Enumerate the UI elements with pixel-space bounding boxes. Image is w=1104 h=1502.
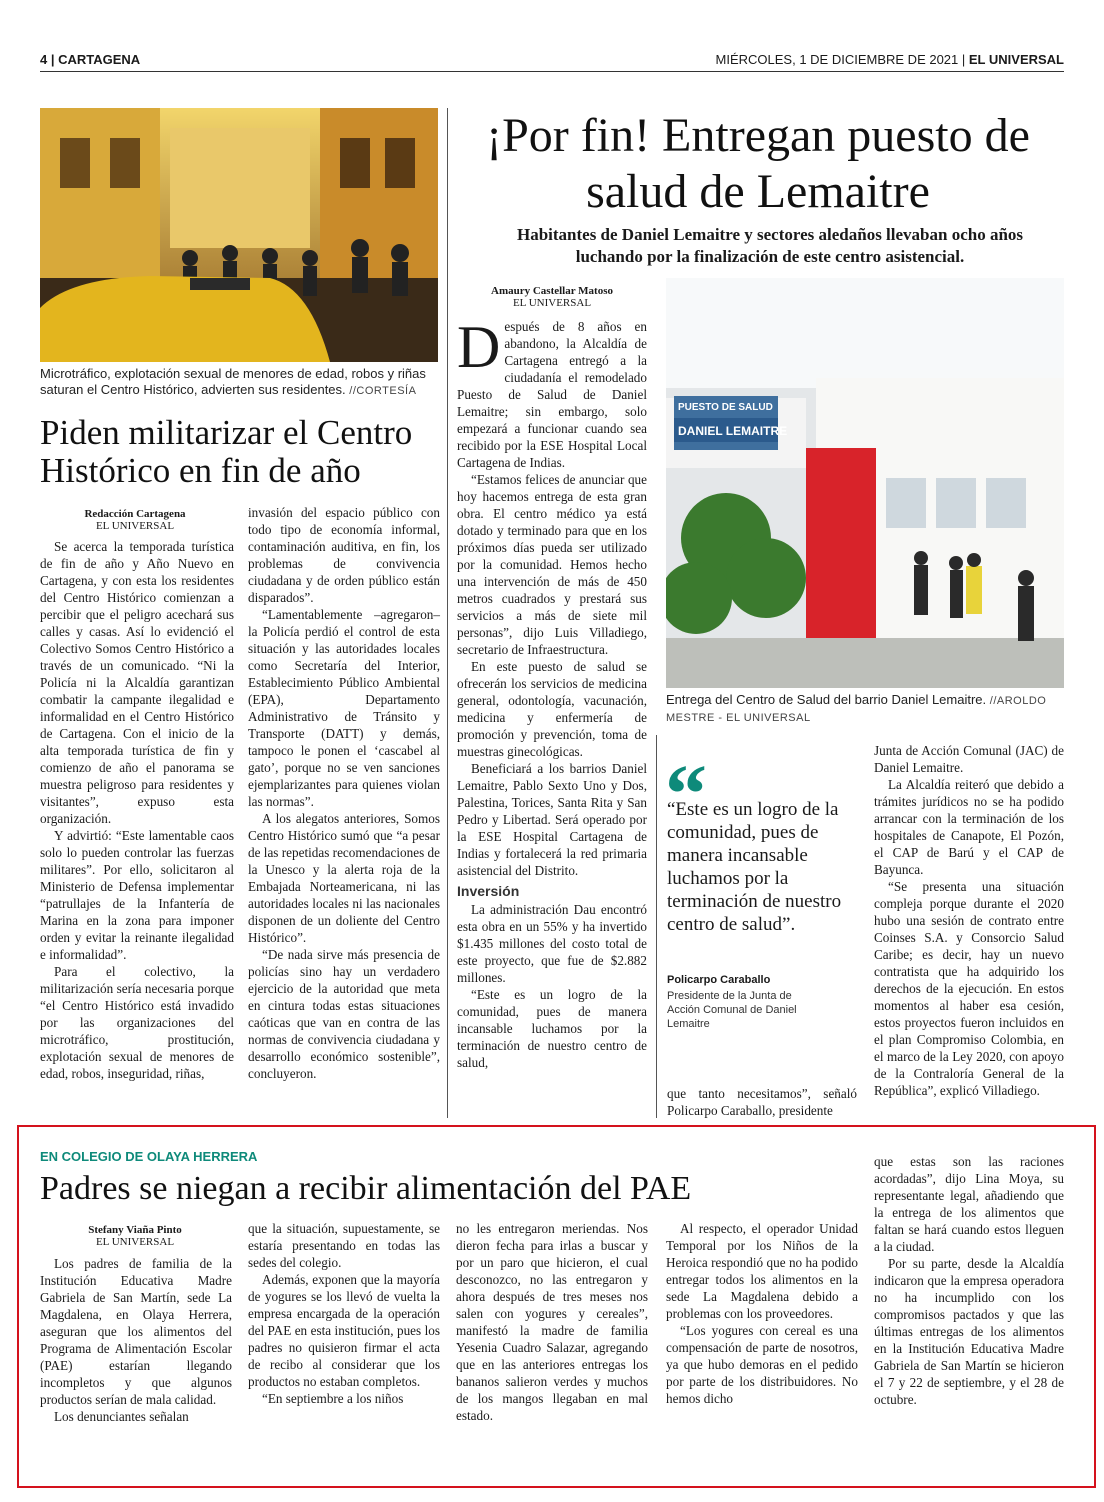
column-rule [447, 108, 448, 1118]
paragraph: “Estamos felices de anunciar que hoy hacemos entrega de esta gran obra. El centro médico ya está dotado y terminado para que en los próximos días pueda ser utilizado por la comunidad. Hemos hecho una intervención de más de 450 metros cuadrados y prestará sus servicios a más de siete mil personas”, dijo Luis Villadiego, secretario de Infraestructura. [457, 472, 647, 657]
left-col-1 [40, 538, 234, 1082]
main-headline: ¡Por fin! Entregan puesto de salud de Lemaitre [486, 109, 1030, 218]
paragraph: Beneficiará a los barrios Daniel Lemaitre, Pablo Sexto Uno y Dos, Palestina, Torices, Santa Rita y San Pedro y Libertad. Será operado por la ESE Hospital Cartagena de Indias y fortalecerá la red primaria asistencial del Distrito. [457, 761, 647, 878]
main-byline-org: EL UNIVERSAL [512, 297, 592, 309]
paragraph: Además, exponen que la mayoría de yogures se los llevó de vuelta la empresa encargada de la operación del PAE en esta institución, pues los padres no quisieron firmar el acta de recibo al considerar que los productos no estaban completos. [248, 1272, 440, 1389]
paragraph: “Lamentablemente –agregaron– la Policía perdió el control de esta situación y las autoridades locales como Secretaría del Interior, Establecimiento Público Ambiental (EPA), Departamento Administrativo de Tránsito y Transporte (DATT) y demás, tampoco le ponen el ‘cascabel al gato’, porque no se ven sanciones ejemplarizantes para quienes violan las normas”. [248, 607, 440, 809]
left-caption-text: Microtráfico, explotación sexual de menores de edad, robos y riñas saturan el Centro Histórico, advierten sus residentes. [40, 366, 426, 397]
subhead-inversion: Inversión [457, 883, 520, 899]
bottom-headline: Padres se niegan a recibir alimentación del PAE [40, 1170, 692, 1207]
paragraph: “Los yogures con cereal es una compensación de parte de nosotros, ya que hubo demoras en el pedido por parte de los distribuidores. No hemos dicho [666, 1323, 858, 1406]
paragraph: En este puesto de salud se ofrecerán los servicios de medicina general, odontología, vacunación, medicina y enfermería de promoción y prevención, toma de muestras ginecológicas. [457, 659, 647, 759]
paragraph: Los denunciantes señalan [54, 1409, 189, 1424]
left-byline [40, 508, 230, 532]
paragraph: “En septiembre a los niños [262, 1391, 404, 1406]
main-caption-credit: //AROLDO MESTRE - EL UNIVERSAL [666, 695, 1047, 724]
paragraph: Los padres de familia de la Institución Educativa Madre Gabriela de San Martín, sede La Magdalena, en Olaya Herrera, aseguran que los alimentos del Programa de Alimentación Escolar (PAE) estarían llegando incompletos y que algunos productos serían de mala calidad. [40, 1256, 232, 1407]
paragraph: espués de 8 años en abandono, la Alcaldía de Cartagena entregó a la ciudadanía el remodelado Puesto de Salud de Daniel Lemaitre; sin embargo, solo empezará a funcionar cuando sea recibido por la ESE Hospital Local Cartagena de Indias. [457, 319, 647, 470]
left-byline-org: EL UNIVERSAL [95, 520, 175, 532]
paragraph: Por su parte, desde la Alcaldía indicaron que la empresa operadora no ha incumplido con los compromisos pactados y que las últimas entregas de los alimentos en la Institución Educativa Madre Gabriela de San Martín se hicieron el 7 y 22 de septiembre, y el 28 de octubre. [874, 1256, 1064, 1407]
bottom-byline-org: EL UNIVERSAL [95, 1236, 175, 1248]
bottom-col-3 [456, 1220, 648, 1424]
paragraph: que estas son las raciones acordadas”, dijo Lina Moya, su representante legal, añadiendo que la entrega de los alimentos que faltan se hará cuando estos lleguen a la ciudad. [874, 1154, 1064, 1254]
main-caption-text: Entrega del Centro de Salud del barrio Daniel Lemaitre. [666, 692, 987, 707]
bottom-kicker: EN COLEGIO DE OLAYA HERRERA [40, 1149, 258, 1164]
paragraph: “Este es un logro de la comunidad, pues de manera incansable luchamos por la terminación de nuestro centro de salud, [457, 987, 647, 1070]
bottom-byline-name: Stefany Viaña Pinto [88, 1224, 182, 1236]
paragraph: A los alegatos anteriores, Somos Centro Histórico sumó que “a pesar de las repetidas recomendaciones de la Unesco y la alerta roja de la Embajada Norteamericana, ni las autoridades locales ni las nacionales disponen de un doliente del Centro Histórico”. [248, 811, 440, 945]
main-col-3 [874, 742, 1064, 1099]
paragraph: que tanto necesitamos”, señaló Policarpo Caraballo, presidente [667, 1086, 857, 1118]
bottom-byline [40, 1224, 230, 1248]
paragraph: que la situación, supuestamente, se estaría presentando en todas las sedes del colegio. [248, 1221, 440, 1270]
paragraph: La administración Dau encontró esta obra en un 55% y ha invertido $1.435 millones del costo total de este proyecto, que fue de $2.882 millones. [457, 902, 647, 985]
main-byline-name: Amaury Castellar Matoso [491, 285, 613, 297]
main-photo-caption [666, 692, 1064, 726]
page-date [716, 52, 1064, 67]
sign-text-1: PUESTO DE SALUD [678, 402, 773, 413]
paragraph: La Alcaldía reiteró que debido a trámites jurídicos no se ha podido arrancar con la terminación de los hospitales de Canapote, El Pozón, el CAP de Barú y el CAP de Bayunca. [874, 777, 1064, 877]
pull-quote-name: Policarpo Caraballo [667, 974, 771, 986]
main-col-1 [457, 314, 647, 1071]
paragraph: Se acerca la temporada turística de fin de año y Año Nuevo en Cartagena, y con esta los residentes del Centro Histórico comienzan a percibir que el peligro acechará sus calles y casas. Así lo evidenció el Colectivo Somos Centro Histórico a través de un comunicado. “Ni la Policía ni la Alcaldía garantizan combatir la campante ilegalidad e informalidad en el Centro Histórico de Cartagena. Con el inicio de la alta temporada turística de fin y comienzo de año el panorama se muestra peligroso para residentes y visitantes”, expuso esta organización. [40, 539, 234, 826]
header-rule [40, 71, 1064, 72]
paper-name: EL UNIVERSAL [968, 52, 1064, 67]
left-byline-name: Redacción Cartagena [84, 508, 186, 520]
page-section: 4 | CARTAGENA [40, 52, 141, 67]
main-deck: Habitantes de Daniel Lemaitre y sectores aledaños llevaban ocho años luchando por la finalización de este centro asistencial. [516, 225, 1024, 266]
pull-quote: “Este es un logro de la comunidad, pues de manera incansable luchamos por la terminación de nuestro centro de salud”. [667, 799, 842, 935]
paragraph: no les entregaron meriendas. Nos dieron fecha para irlas a buscar y por un paro que hicieron, el cual desconozco, no las entregaron y ahora después de tres meses nos salen con yogures y cereales”, manifestó la madre de familia Yesenia Cuadro Salazar, agregando que en las anteriores entregas los bananos salieron verdes y muchos de los mangos llegaban en mal estado. [456, 1221, 648, 1423]
bottom-col-5 [874, 1153, 1064, 1408]
paragraph: “Se presenta una situación compleja porque durante el 2020 hubo una sesión de contrato entre Coinses S.A. y Consorcio Salud Caribe; es decir, hay un nuevo contratista que ha adquirido los derechos de la ejecución. En estos momentos al haber esa cesión, estos proyectos fueron incluidos en el plan Compromiso Colombia, en el marco de la Ley 2020, con apoyo de la Contraloría General de la República”, explicó Villadiego. [874, 879, 1064, 1098]
paragraph: Al respecto, el operador Unidad Temporal por los Niños de la Heroica respondió que no ha podido entregar todos los alimentos en la sede La Magdalena debido a problemas con los proveedores. [666, 1221, 858, 1321]
paragraph: “De nada sirve más presencia de policías sino hay un verdadero ejercicio de la autoridad que meta en cintura todas estas situaciones caóticas que van en contra de las normas de convivencia ciudadana y desarrollo económico sostenible”, concluyeron. [248, 947, 440, 1081]
bottom-col-4 [666, 1220, 858, 1407]
left-photo-caption [40, 366, 438, 399]
health-center-photo [666, 278, 1064, 688]
quote-mark-icon: “ [665, 748, 707, 841]
paragraph: Junta de Acción Comunal (JAC) de Daniel Lemaitre. [874, 743, 1064, 775]
paragraph: Para el colectivo, la militarización sería necesaria porque “el Centro Histórico está invadido por las organizaciones del microtráfico, prostitución, explotación sexual de menores de edad, robos, inseguridad, riñas, [40, 964, 234, 1081]
sign-text-2: DANIEL LEMAITRE [678, 424, 788, 438]
under-quote-text [667, 1085, 857, 1119]
left-headline: Piden militarizar el Centro Histórico en fin de año [40, 413, 413, 490]
paragraph: invasión del espacio público con todo tipo de economía informal, contaminación auditiva, en fin, los problemas de convivencia ciudadana y de orden público están disparados”. [248, 505, 440, 605]
main-byline [457, 285, 647, 309]
paragraph: Y advirtió: “Este lamentable caos solo lo pueden controlar las fuerzas militares”. Por ello, solicitaron al Ministerio de Defensa implementar “patrullajes de la Infantería de Marina en la zona para imponer orden y evitar la reinante ilegalidad e informalidad”. [40, 828, 234, 962]
drop-cap: D [457, 314, 501, 380]
street-photo [40, 108, 438, 362]
bottom-col-1 [40, 1255, 232, 1425]
pull-quote-role: Presidente de la Junta de Acción Comunal de Daniel Lemaitre [667, 990, 797, 1030]
left-caption-credit: //CORTESÍA [349, 385, 417, 397]
column-rule [656, 735, 657, 1118]
left-col-2 [248, 504, 440, 1082]
date-text: MIÉRCOLES, 1 DE DICIEMBRE DE 2021 | [715, 52, 966, 67]
bottom-col-2 [248, 1220, 440, 1407]
